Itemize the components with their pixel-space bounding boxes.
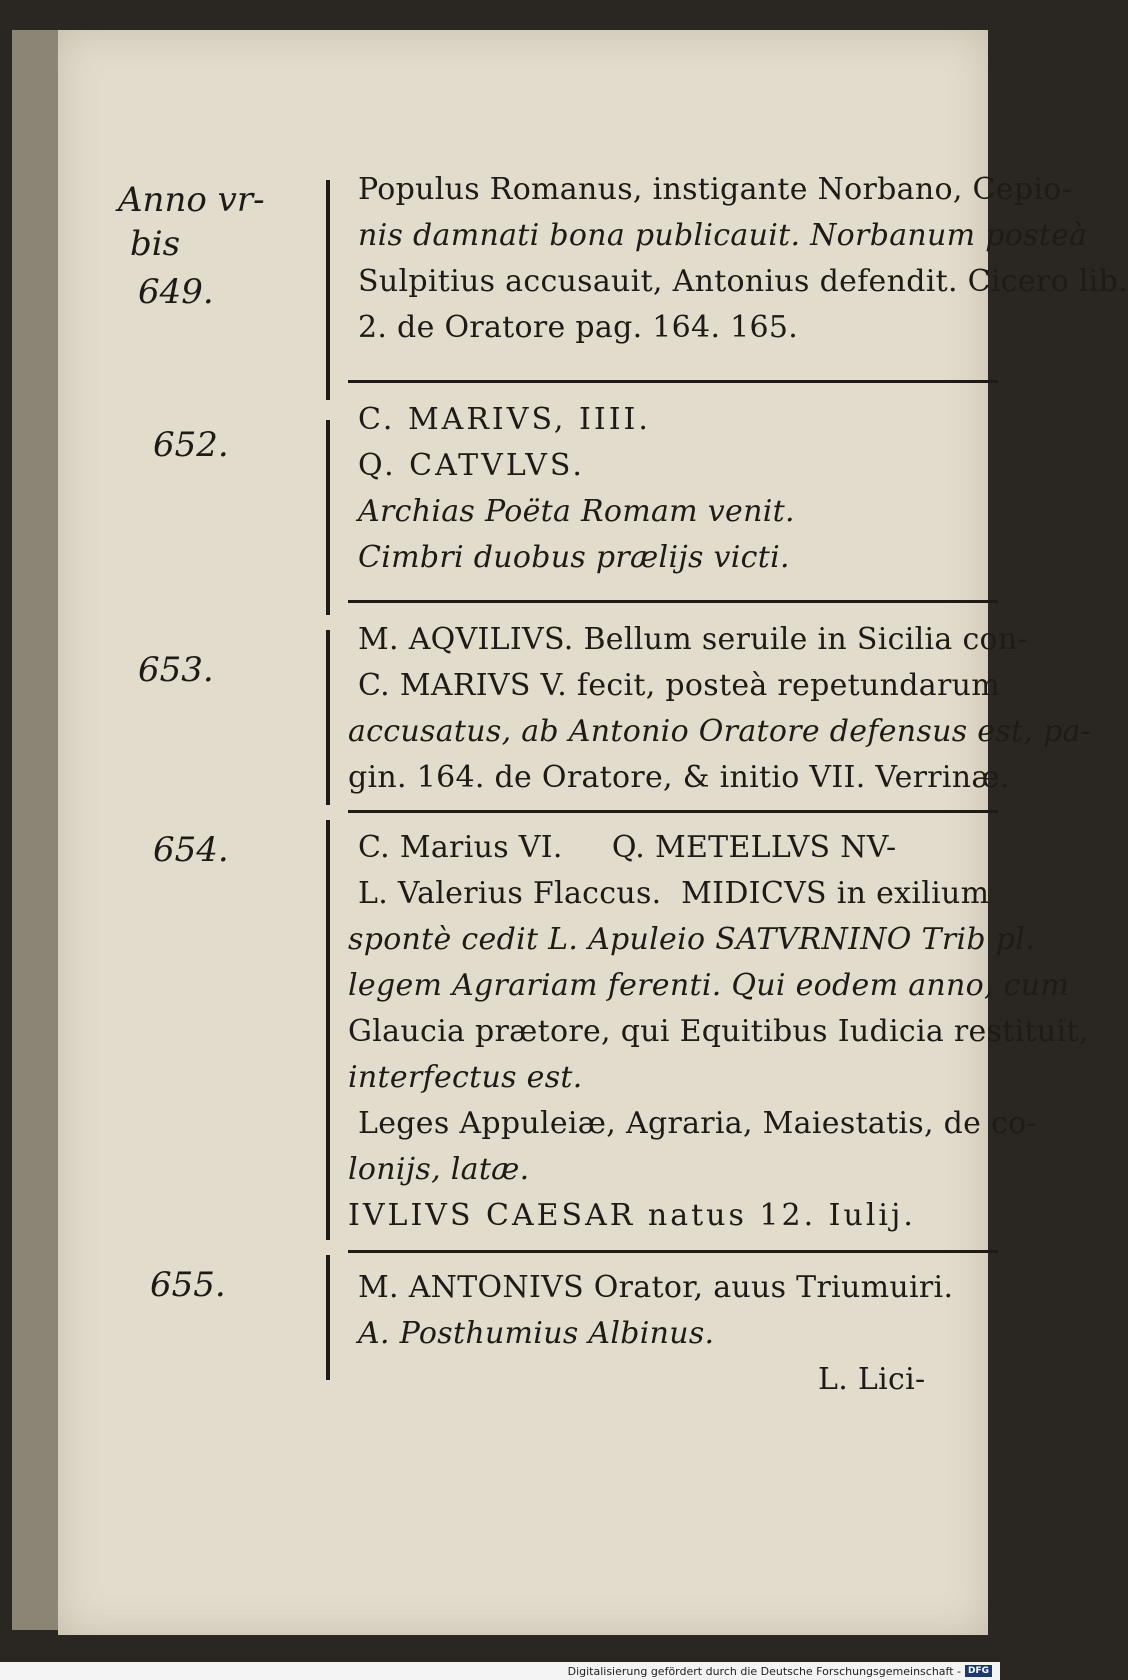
year-653: 653. — [138, 650, 214, 690]
entry-649-line3: Sulpitius accusauit, Antonius defendit. Cicero lib. — [358, 264, 1128, 299]
entry-654-caesar: IVLIVS CAESAR natus 12. Iulij. — [348, 1198, 916, 1233]
entry-649-line4: 2. de Oratore pag. 164. 165. — [358, 310, 799, 345]
year-margin — [118, 180, 318, 1480]
section-rule — [348, 1250, 998, 1253]
year-654: 654. — [153, 830, 229, 870]
entry-654-line7: Leges Appuleiæ, Agraria, Maiestatis, de co- — [358, 1106, 1037, 1141]
entry-653-line3: accusatus, ab Antonio Oratore defensus est, pa- — [348, 714, 1092, 749]
catchword: L. Lici- — [818, 1362, 926, 1397]
entry-654-line1: C. Marius VI. Q. METELLVS NV- — [358, 830, 897, 865]
entry-649-line1: Populus Romanus, instigante Norbano, Cepio- — [358, 172, 1073, 207]
entry-654-line2: L. Valerius Flaccus. MIDICVS in exilium — [358, 876, 990, 911]
entry-654-line6: interfectus est. — [348, 1060, 583, 1095]
section-rule — [348, 380, 998, 383]
entry-653-line2: C. MARIVS V. fecit, posteà repetundarum — [358, 668, 1000, 703]
consul-albinus: A. Posthumius Albinus. — [358, 1316, 715, 1351]
anno-label-line2: bis — [130, 224, 181, 264]
entry-654-line3: spontè cedit L. Apuleio SATVRNINO Trib pl. — [348, 922, 1035, 957]
year-652: 652. — [153, 425, 229, 465]
entry-652-cimbri: Cimbri duobus prælijs victi. — [358, 540, 790, 575]
consul-antonius: M. ANTONIVS Orator, auus Triumuiri. — [358, 1270, 954, 1305]
footer-text: Digitalisierung gefördert durch die Deutsche Forschungsgemeinschaft - — [567, 1664, 961, 1678]
vertical-rule — [326, 180, 330, 400]
entry-653-line4: gin. 164. de Oratore, & initio VII. Verrinæ. — [348, 760, 1010, 795]
digitization-footer — [0, 1662, 1000, 1680]
vertical-rule — [326, 420, 330, 615]
entry-653-line1: M. AQVILIVS. Bellum seruile in Sicilia con- — [358, 622, 1028, 657]
consul-catulus: Q. CATVLVS. — [358, 448, 585, 483]
book-spine — [12, 30, 58, 1630]
entry-654-line8: lonijs, latæ. — [348, 1152, 530, 1187]
section-rule — [348, 810, 998, 813]
year-655: 655. — [150, 1265, 226, 1305]
vertical-rule — [326, 820, 330, 1240]
entry-654-line5: Glaucia prætore, qui Equitibus Iudicia restituit, — [348, 1014, 1089, 1049]
section-rule — [348, 600, 998, 603]
entry-654-line4: legem Agrariam ferenti. Qui eodem anno, cum — [348, 968, 1070, 1003]
dfg-logo: DFG — [965, 1665, 992, 1677]
anno-label-line1: Anno vr- — [118, 180, 265, 220]
year-649: 649. — [138, 272, 214, 312]
vertical-rule — [326, 1255, 330, 1380]
entry-652-archias: Archias Poëta Romam venit. — [358, 494, 795, 529]
entry-649-line2: nis damnati bona publicauit. Norbanum posteà — [358, 218, 1088, 253]
consul-marius-iv: C. MARIVS, IIII. — [358, 402, 651, 437]
book-page — [58, 30, 1128, 1635]
vertical-rule — [326, 630, 330, 805]
